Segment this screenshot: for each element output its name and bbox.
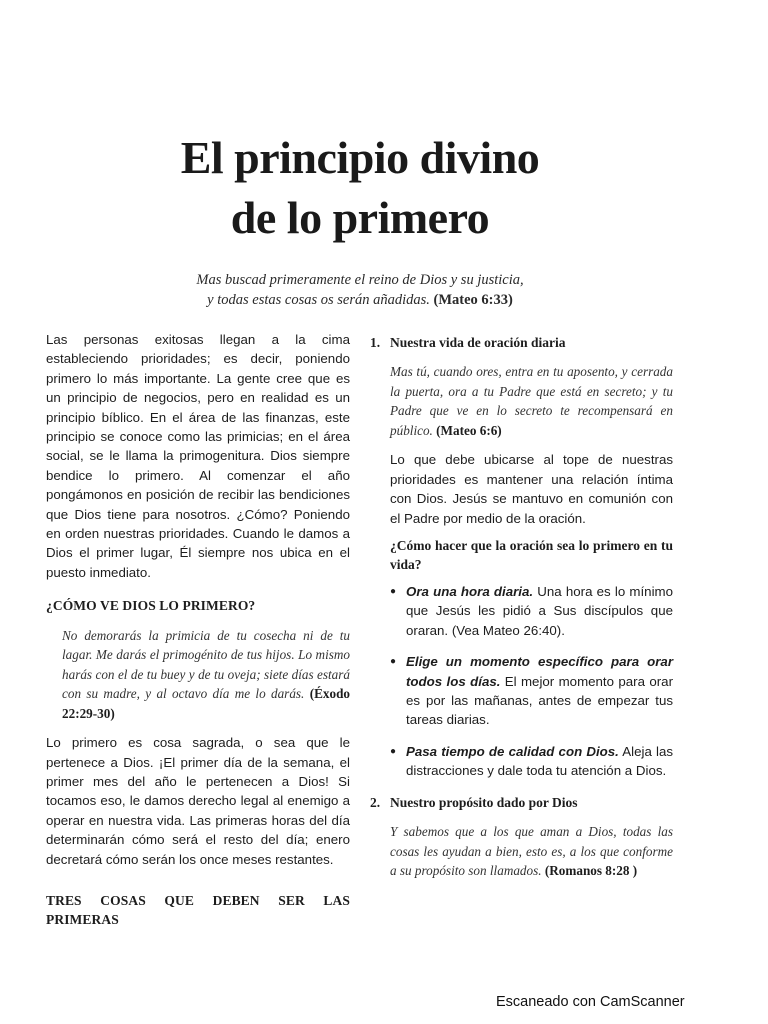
list-item (390, 582, 673, 640)
list-item-text: Una hora es lo mínimo que Jesús les pidió a Sus discípulos que oraran. (Vea Mateo 26:40). (406, 584, 673, 638)
intro-paragraph: Las personas exitosas llegan a la cima estableciendo prioridades; es decir, poniendo primero lo más importante. La gente cree que es un principio de negocios, pero en realidad es un principio bíblico. En el área de las finanzas, este principio se conoce como las primicias; en el área social, se le llama la primogenitura. Dios siempre bendice lo primero. Al comenzar el año pongámonos en posición de recibir las bendiciones que Dios tiene para nosotros. ¿Cómo? Poniendo en orden nuestras prioridades. Cuando le damos a Dios el primer lugar, Él siempre nos ubica en el puesto inmediato. (46, 332, 350, 580)
epigraph-line-2: y todas estas cosas os serán añadidas. (207, 292, 430, 308)
matthew-quote-text: Mas tú, cuando ores, entra en tu aposento, y cerrada la puerta, ora a tu Padre que está en secreto; y tu Padre que ve en lo secreto te recompensará en público. (390, 364, 673, 438)
left-column (46, 330, 350, 940)
epigraph (140, 270, 580, 310)
romans-quote (390, 822, 673, 881)
section-heading-how-god-sees-first: ¿CÓMO VE DIOS LO PRIMERO? (46, 598, 256, 614)
exodus-quote-text: No demorarás la primicia de tu cosecha ni de tu lagar. Me darás el primogénito de tus hijos. Lo mismo harás con el de tu buey y de tu oveja; siete días estará con su madre, y al octavo día me lo darás. (62, 627, 350, 702)
romans-quote-reference: (Romanos 8:28 ) (544, 863, 638, 879)
list-item-bold: Ora una hora diaria. (406, 584, 534, 600)
section-heading-three-things: TRES COSAS QUE DEBEN SER LAS PRIMERAS (46, 893, 350, 928)
epigraph-line-1: Mas buscad primeramente el reino de Dios y su justicia, (196, 272, 524, 288)
exodus-quote-reference: (Éxodo 22:29-30) (62, 686, 350, 721)
right-column (370, 333, 673, 891)
list-item (390, 652, 673, 730)
numbered-heading-purpose (370, 793, 673, 812)
item-number: 2. (370, 794, 381, 810)
list-item (390, 742, 673, 781)
list-item-text: El mejor momento para orar es por las mañanas, antes de empezar tus tareas diarias. (406, 673, 674, 728)
prayer-tips-list (390, 582, 673, 781)
item-title: Nuestro propósito dado por Dios (390, 794, 578, 810)
sacred-first-paragraph: Lo primero es cosa sagrada, o sea que le pertenece a Dios. ¡El primer día de la semana, el primer mes del año le pertenecen a Dios! Si tocamos eso, le damos derecho legal al enemigo a operar en nuestra vida. Las primeras horas del día determinarán cómo será el resto del día; enero decretará cómo serán los once meses restantes. (46, 735, 350, 867)
romans-quote-text: Y sabemos que a los que aman a Dios, todas las cosas les ayudan a bien, esto es, a los que conforme a su propósito son llamados. (390, 824, 673, 879)
list-item-bold: Elige un momento específico para orar todos los días. (406, 654, 673, 689)
page-title (0, 128, 720, 248)
exodus-quote (62, 626, 350, 724)
title-line-1: El principio divino (180, 132, 540, 183)
item-title: Nuestra vida de oración diaria (390, 335, 566, 350)
title-line-2: de lo primero (230, 192, 490, 243)
epigraph-reference: (Mateo 6:33) (433, 292, 513, 308)
intimate-relationship-paragraph: Lo que debe ubicarse al tope de nuestras prioridades es mantener una relación íntima con Dios. Jesús se mantuvo en comunión con el Padre por medio de la oración. (390, 452, 673, 526)
matthew-quote-reference: (Mateo 6:6) (436, 422, 502, 438)
list-item-text: Aleja las distracciones y dale toda tu atención a Dios. (406, 743, 673, 779)
scanner-watermark: Escaneado con CamScanner (496, 994, 685, 1010)
list-item-bold: Pasa tiempo de calidad con Dios. (406, 743, 619, 759)
numbered-heading-prayer-life (370, 333, 673, 352)
prayer-first-subheading: ¿Cómo hacer que la oración sea lo primero en tu vida? (390, 538, 673, 573)
matthew-quote (390, 362, 673, 440)
item-number: 1. (370, 335, 381, 350)
